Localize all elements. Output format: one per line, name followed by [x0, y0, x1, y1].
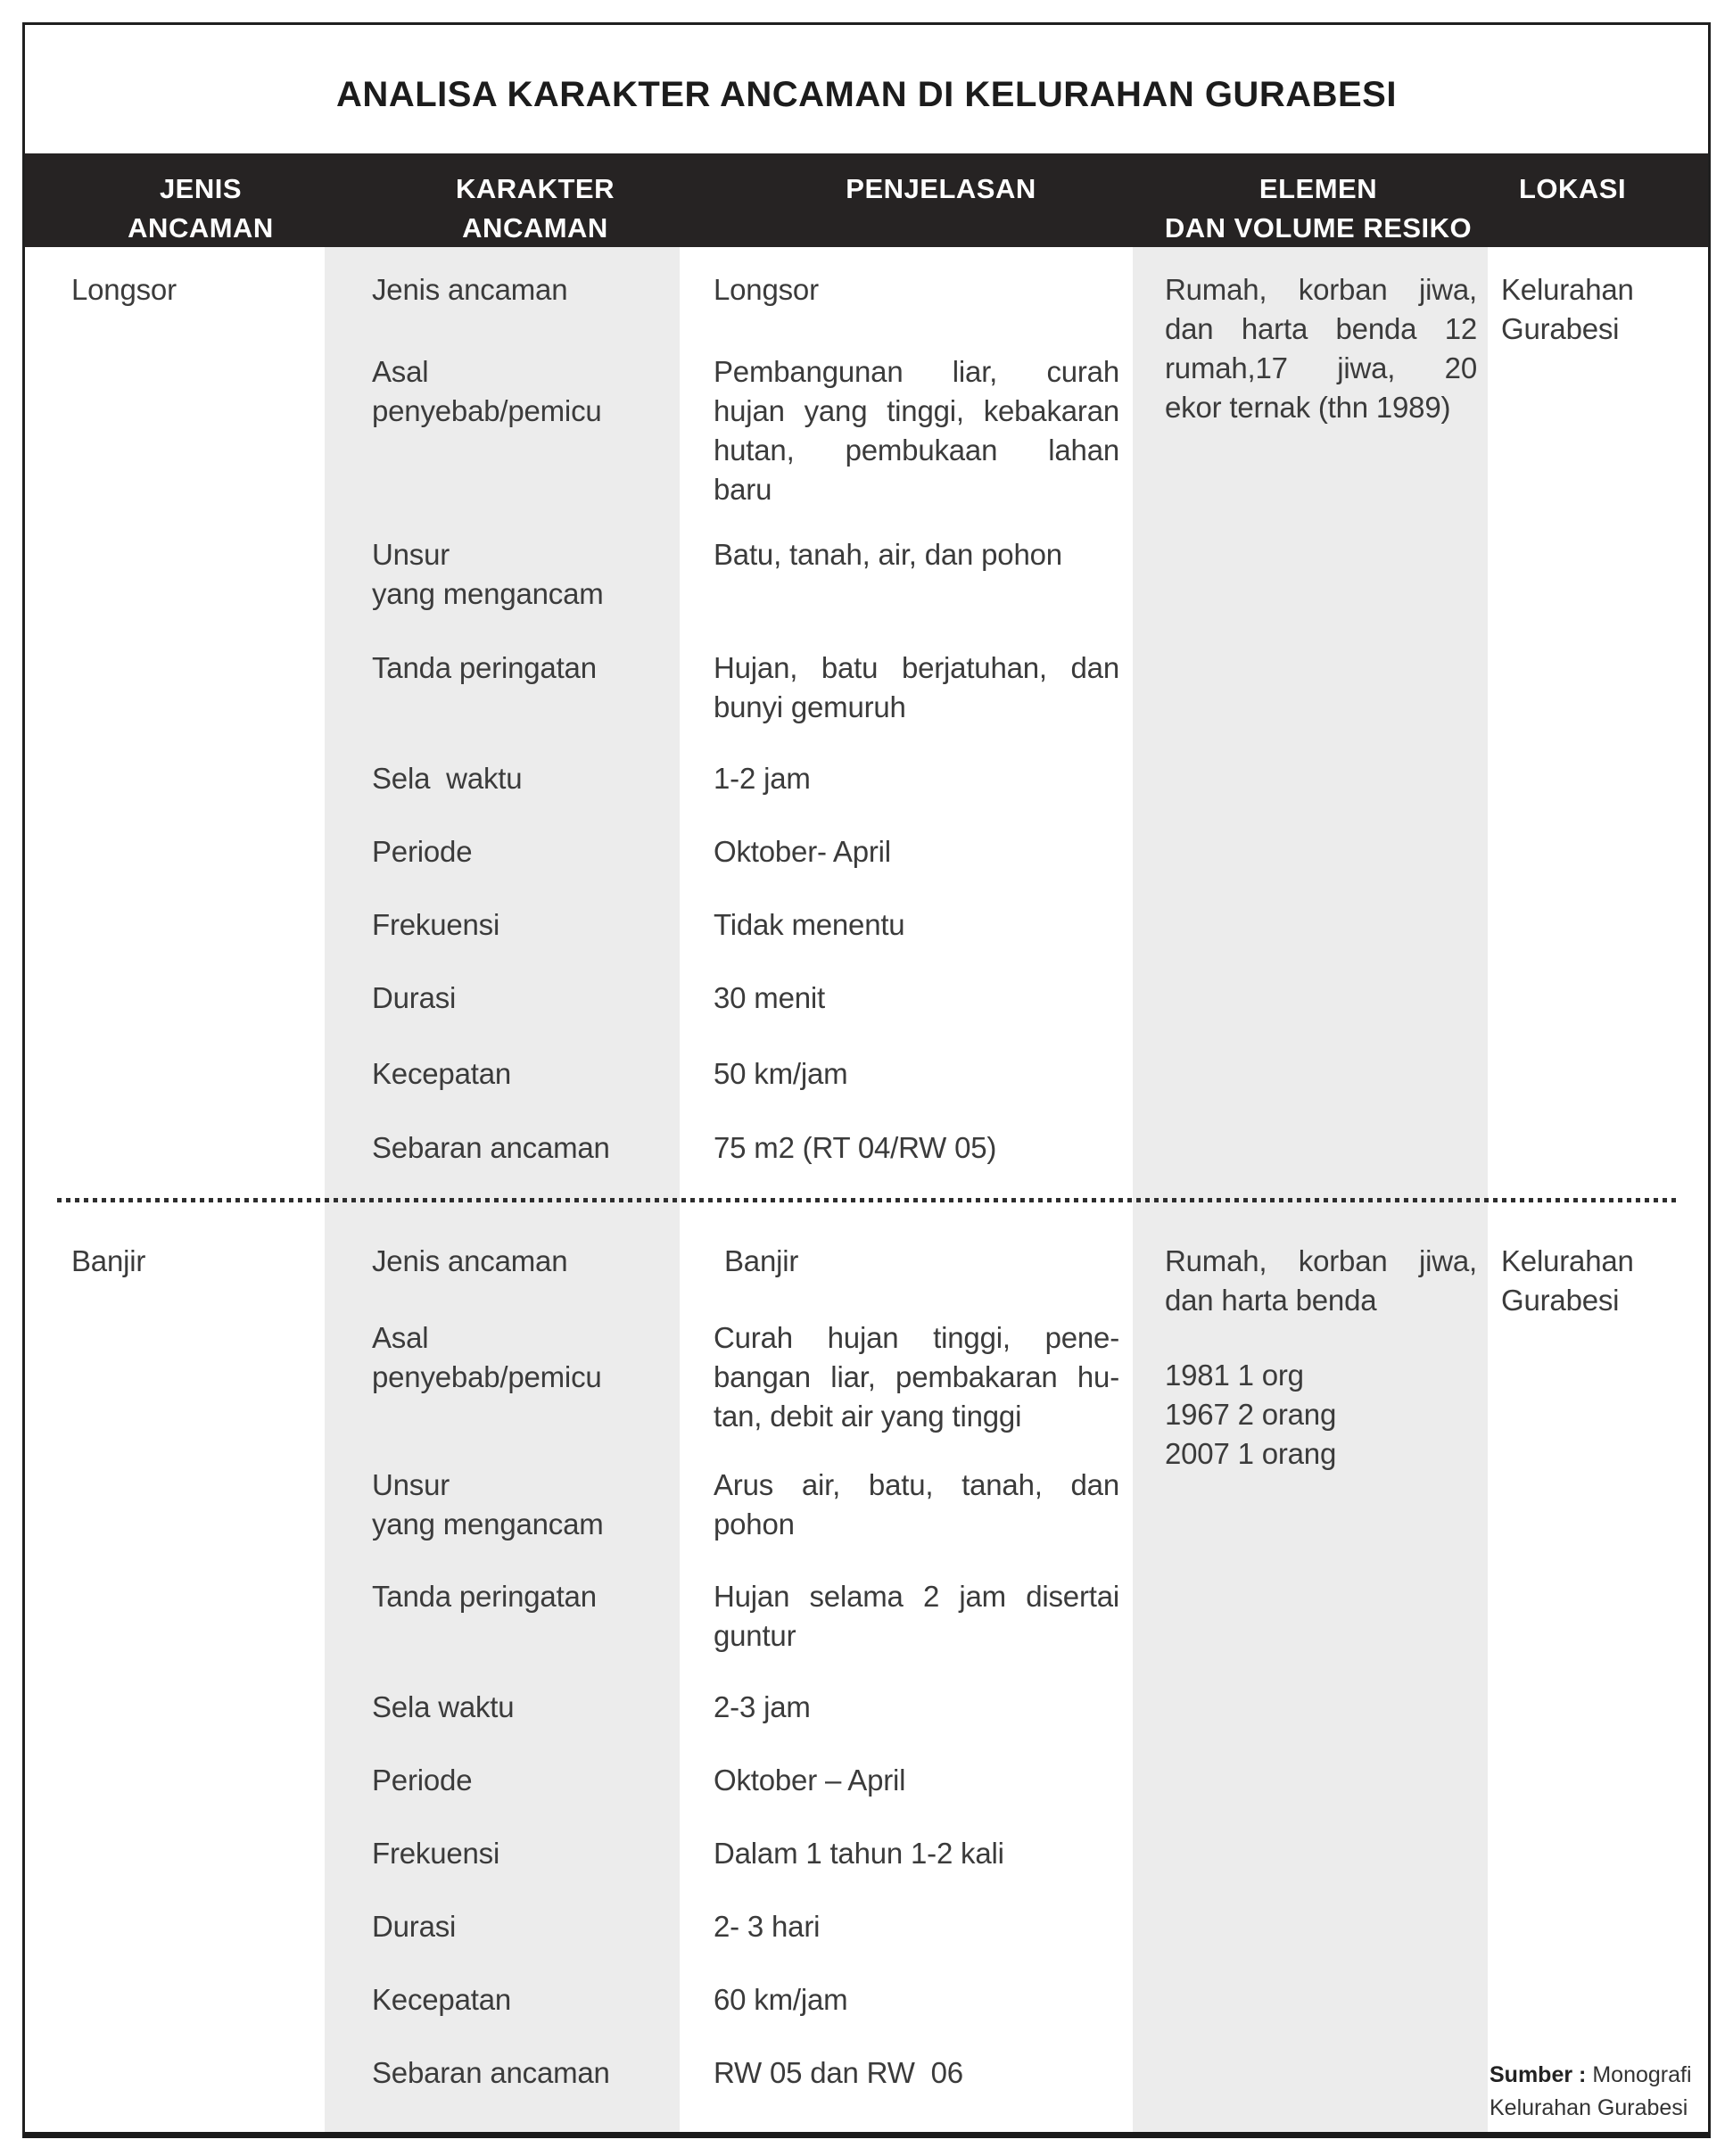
lokasi-line: Kelurahan — [1501, 1244, 1634, 1277]
lokasi-line: Gurabesi — [1501, 312, 1620, 345]
header-line: JENIS — [159, 173, 243, 204]
label-line: penyebab/pemicu — [372, 394, 602, 427]
penjelasan-value — [714, 1761, 1119, 1800]
value-line: Oktober – April — [714, 1764, 906, 1797]
source-label: Sumber : — [1490, 2062, 1587, 2087]
karakter-label — [372, 1128, 671, 1168]
label-line: Tanda peringatan — [372, 1580, 597, 1613]
value-line: 60 km/jam — [714, 1983, 848, 2016]
elemen-resiko-banjir — [1165, 1242, 1477, 1320]
label-line: Frekuensi — [372, 1837, 500, 1870]
value-line: tan, debit air yang tinggi — [714, 1400, 1022, 1433]
elemen-line: Rumah, korban jiwa, — [1165, 273, 1477, 306]
lokasi-longsor — [1501, 270, 1702, 349]
value-line: Longsor — [714, 273, 819, 306]
value-line: Banjir — [724, 1244, 799, 1277]
elemen-line: dan harta benda 12 — [1165, 312, 1477, 345]
penjelasan-value — [714, 2053, 1119, 2093]
label-line: yang mengancam — [372, 577, 604, 610]
value-line: Batu, tanah, air, dan pohon — [714, 538, 1062, 571]
label-line: Periode — [372, 835, 473, 868]
karakter-label — [372, 1834, 671, 1873]
karakter-label — [372, 1980, 671, 2020]
value-line: guntur — [714, 1619, 796, 1652]
source-note — [1490, 2059, 1699, 2125]
karakter-label — [372, 1761, 671, 1800]
penjelasan-value — [714, 648, 1119, 727]
karakter-label — [372, 1688, 671, 1727]
hazard-type-longsor — [71, 270, 312, 310]
label-line: Tanda peringatan — [372, 651, 597, 684]
value-line: 2- 3 hari — [714, 1910, 821, 1943]
label-line: Kecepatan — [372, 1983, 511, 2016]
header-lokasi — [1483, 169, 1662, 209]
karakter-label — [372, 352, 671, 431]
label-line: Sela waktu — [372, 762, 523, 795]
label-line: Periode — [372, 1764, 473, 1797]
source-line — [1490, 2059, 1699, 2092]
header-penjelasan — [763, 169, 1119, 209]
karakter-label — [372, 1907, 671, 1946]
elemen-line: 1981 1 org — [1165, 1359, 1304, 1392]
header-line: ANCAMAN — [462, 212, 608, 244]
elemen-line: dan harta benda — [1165, 1284, 1377, 1317]
penjelasan-value — [714, 1128, 1119, 1168]
label-line: Asal — [372, 355, 429, 388]
header-line: DAN VOLUME RESIKO — [1164, 212, 1473, 244]
penjelasan-value — [714, 352, 1119, 509]
value-line: Dalam 1 tahun 1-2 kali — [714, 1837, 1004, 1870]
label-line: Durasi — [372, 981, 457, 1014]
label-line: Kecepatan — [372, 1057, 511, 1090]
karakter-label — [372, 270, 671, 310]
penjelasan-value — [714, 1688, 1119, 1727]
label-line: Unsur — [372, 538, 450, 571]
value-line: hutan, pembukaan lahan — [714, 434, 1119, 467]
value-line: baru — [714, 473, 772, 506]
penjelasan-value — [714, 832, 1119, 871]
elemen-line: 1967 2 orang — [1165, 1398, 1337, 1431]
lokasi-line: Kelurahan — [1501, 273, 1634, 306]
label-line: Durasi — [372, 1910, 457, 1943]
penjelasan-value — [714, 1834, 1119, 1873]
value-line: Hujan, batu berjatuhan, dan — [714, 651, 1119, 684]
label-line: Frekuensi — [372, 908, 500, 941]
value-line: RW 05 dan RW 06 — [714, 2056, 963, 2089]
header-line: LOKASI — [1518, 173, 1627, 204]
value-line: Arus air, batu, tanah, dan — [714, 1468, 1119, 1501]
lokasi-line: Gurabesi — [1501, 1284, 1620, 1317]
penjelasan-value — [714, 270, 1119, 310]
value-line: 50 km/jam — [714, 1057, 848, 1090]
value-line: 1-2 jam — [714, 762, 811, 795]
value-line: Hujan selama 2 jam disertai — [714, 1580, 1119, 1613]
karakter-label — [372, 979, 671, 1018]
value-line: Tidak menentu — [714, 908, 905, 941]
header-line: ANCAMAN — [128, 212, 274, 244]
karakter-label — [372, 1577, 671, 1616]
hazard-type-label: Longsor — [71, 273, 177, 306]
label-line: penyebab/pemicu — [372, 1360, 602, 1393]
penjelasan-value — [714, 759, 1119, 798]
value-line: Oktober- April — [714, 835, 891, 868]
karakter-label — [372, 648, 671, 688]
value-line: hujan yang tinggi, kebakaran — [714, 394, 1119, 427]
elemen-line: 2007 1 orang — [1165, 1437, 1337, 1470]
hazard-type-label: Banjir — [71, 1244, 146, 1277]
elemen-line: ekor ternak (thn 1989) — [1165, 391, 1451, 424]
karakter-label — [372, 1054, 671, 1094]
penjelasan-value — [714, 1980, 1119, 2020]
header-karakter-ancaman — [357, 169, 714, 248]
value-line: bunyi gemuruh — [714, 690, 906, 723]
penjelasan-value — [714, 1577, 1119, 1656]
value-line: bangan liar, pembakaran hu- — [714, 1360, 1119, 1393]
value-line: Curah hujan tinggi, pene- — [714, 1321, 1119, 1354]
karakter-label — [372, 759, 671, 798]
header-line: PENJELASAN — [846, 173, 1036, 204]
header-line: KARAKTER — [456, 173, 615, 204]
header-jenis-ancaman — [22, 169, 379, 248]
source-text: Monografi — [1592, 2062, 1692, 2087]
value-line: 75 m2 (RT 04/RW 05) — [714, 1131, 997, 1164]
penjelasan-value — [714, 979, 1119, 1018]
elemen-line: Rumah, korban jiwa, — [1165, 1244, 1477, 1277]
label-line: yang mengancam — [372, 1508, 604, 1541]
penjelasan-value — [714, 535, 1119, 574]
karakter-label — [372, 1466, 671, 1544]
penjelasan-value — [714, 1466, 1119, 1544]
value-line: 30 menit — [714, 981, 825, 1014]
value-line: Pembangunan liar, curah — [714, 355, 1119, 388]
elemen-resiko-banjir-korban — [1165, 1356, 1477, 1474]
label-line: Jenis ancaman — [372, 1244, 568, 1277]
source-line: Kelurahan Gurabesi — [1490, 2095, 1688, 2120]
penjelasan-value — [714, 1054, 1119, 1094]
karakter-label — [372, 535, 671, 614]
karakter-label — [372, 2053, 671, 2093]
karakter-label — [372, 1242, 671, 1281]
penjelasan-value — [714, 1318, 1119, 1436]
elemen-line: rumah,17 jiwa, 20 — [1165, 351, 1477, 384]
elemen-resiko-longsor — [1165, 270, 1477, 427]
header-line: ELEMEN — [1258, 173, 1378, 204]
label-line: Jenis ancaman — [372, 273, 568, 306]
hazard-type-banjir — [71, 1242, 312, 1281]
value-line: 2-3 jam — [714, 1690, 811, 1723]
karakter-label — [372, 905, 671, 945]
value-line: pohon — [714, 1508, 795, 1541]
penjelasan-value — [714, 905, 1119, 945]
karakter-label — [372, 1318, 671, 1397]
karakter-label — [372, 832, 671, 871]
label-line: Sebaran ancaman — [372, 2056, 610, 2089]
penjelasan-value — [724, 1242, 1130, 1281]
lokasi-banjir — [1501, 1242, 1702, 1320]
label-line: Sebaran ancaman — [372, 1131, 610, 1164]
page-title: ANALISA KARAKTER ANCAMAN DI KELURAHAN GURABESI — [336, 75, 1397, 114]
header-elemen-volume-resiko — [1140, 169, 1497, 248]
label-line: Sela waktu — [372, 1690, 515, 1723]
section-divider-dotted — [57, 1198, 1677, 1202]
table-header-row — [25, 153, 1708, 247]
penjelasan-value — [714, 1907, 1119, 1946]
label-line: Unsur — [372, 1468, 450, 1501]
label-line: Asal — [372, 1321, 429, 1354]
